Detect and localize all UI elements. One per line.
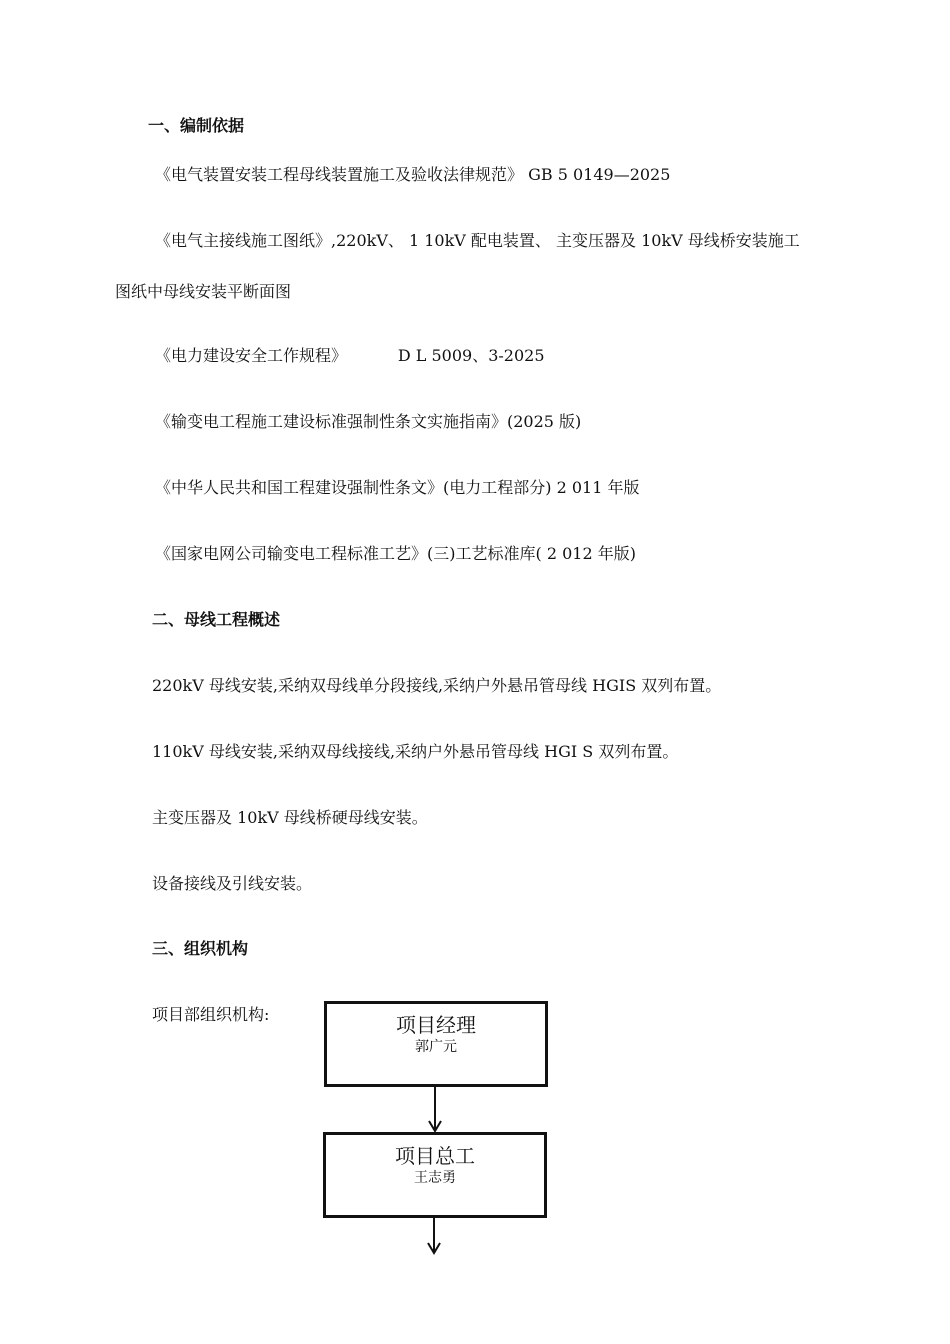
- section-heading-overview: 二、母线工程概述: [152, 610, 281, 629]
- reference-line: 《国家电网公司输变电工程标准工艺》(三)工艺标准库( 2 012 年版): [155, 544, 636, 563]
- reference-line: 《输变电工程施工建设标准强制性条文实施指南》(2025 版): [155, 412, 582, 431]
- org-node-role: 项目总工: [395, 1144, 475, 1168]
- reference-line: 《电气装置安装工程母线装置施工及验收法律规范》 GB 5 0149—2025: [155, 165, 671, 184]
- section-heading-organization: 三、组织机构: [152, 939, 249, 958]
- org-node-role: 项目经理: [396, 1013, 476, 1037]
- reference-line-continued: 图纸中母线安装平断面图: [115, 282, 292, 301]
- reference-line: 《电气主接线施工图纸》,220kV、 1 10kV 配电装置、 主变压器及 10kV 母线桥安装施工: [155, 231, 800, 250]
- overview-line: 110kV 母线安装,采纳双母线接线,采纳户外悬吊管母线 HGI S 双列布置。: [152, 742, 679, 761]
- overview-line: 主变压器及 10kV 母线桥硬母线安装。: [152, 808, 428, 827]
- reference-line: 《中华人民共和国工程建设强制性条文》(电力工程部分) 2 011 年版: [155, 478, 640, 497]
- reference-line: 《电力建设安全工作规程》 D L 5009、3-2025: [155, 346, 545, 365]
- org-chart-label: 项目部组织机构:: [152, 1005, 270, 1024]
- overview-line: 设备接线及引线安装。: [152, 874, 313, 893]
- org-node-person: 王志勇: [414, 1170, 456, 1186]
- overview-line: 220kV 母线安装,采纳双母线单分段接线,采纳户外悬吊管母线 HGIS 双列布置。: [152, 676, 722, 695]
- org-node-person: 郭广元: [415, 1039, 457, 1055]
- section-heading-basis: 一、编制依据: [148, 116, 245, 135]
